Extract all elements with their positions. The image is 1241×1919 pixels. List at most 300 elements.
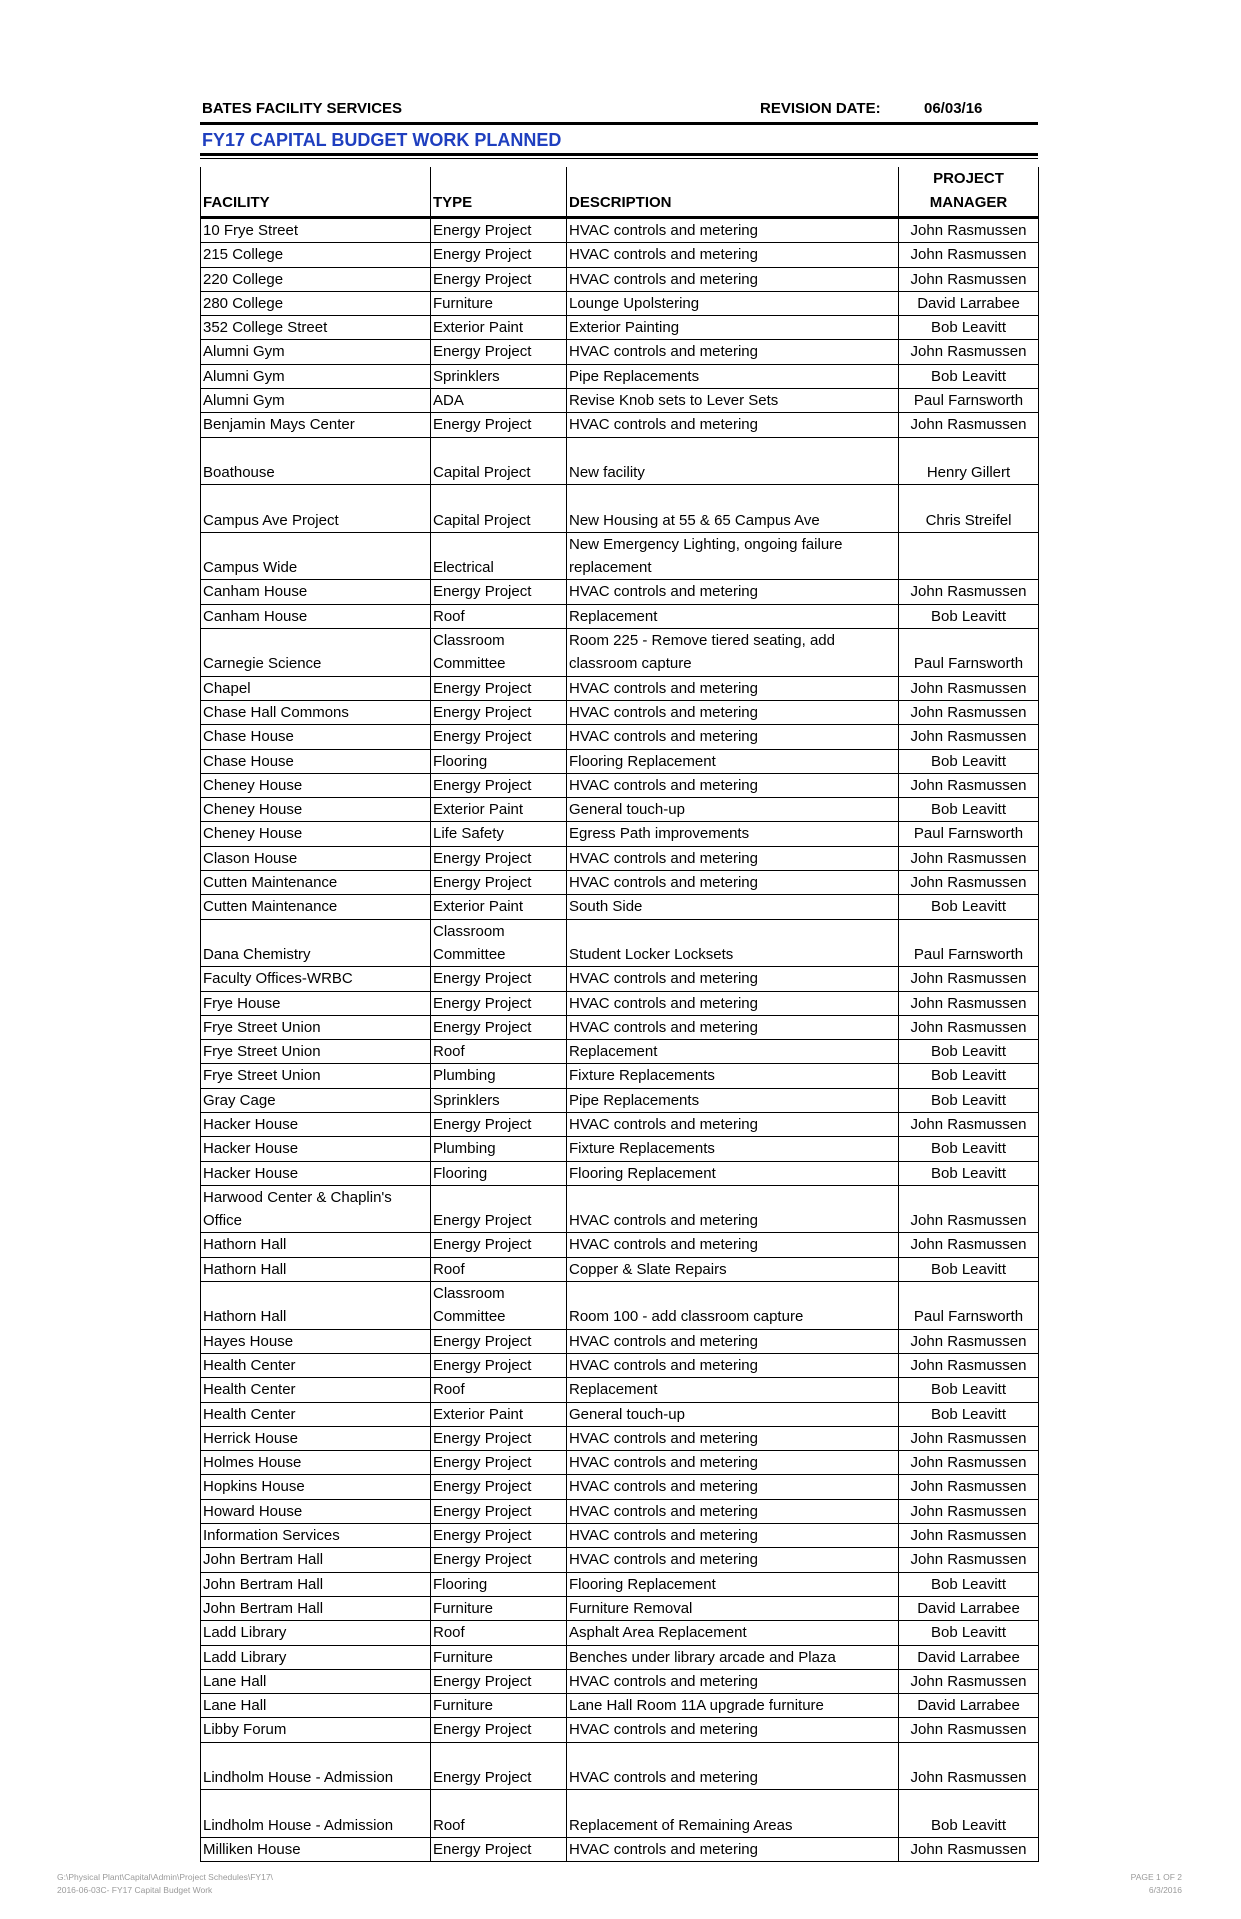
cell-facility: Campus Wide <box>201 532 431 580</box>
cell-description: HVAC controls and metering <box>567 871 899 895</box>
cell-facility: Cutten Maintenance <box>201 871 431 895</box>
cell-description: Revise Knob sets to Lever Sets <box>567 389 899 413</box>
table-row <box>201 798 1039 822</box>
table-row <box>201 1353 1039 1377</box>
document-page <box>200 96 1038 1862</box>
table-row <box>201 1790 1039 1838</box>
cell-project-manager: Bob Leavitt <box>899 895 1039 919</box>
cell-facility: Hopkins House <box>201 1475 431 1499</box>
cell-facility: Ladd Library <box>201 1621 431 1645</box>
cell-facility: Holmes House <box>201 1451 431 1475</box>
table-row <box>201 629 1039 677</box>
table-row <box>201 1548 1039 1572</box>
cell-type: Classroom Committee <box>431 1282 567 1330</box>
cell-project-manager: Bob Leavitt <box>899 1137 1039 1161</box>
cell-description: HVAC controls and metering <box>567 1233 899 1257</box>
table-row <box>201 1426 1039 1450</box>
table-row <box>201 1015 1039 1039</box>
cell-description: HVAC controls and metering <box>567 1742 899 1790</box>
cell-project-manager: John Rasmussen <box>899 1185 1039 1233</box>
cell-description: HVAC controls and metering <box>567 1718 899 1742</box>
cell-facility: Hacker House <box>201 1161 431 1185</box>
table-row <box>201 340 1039 364</box>
cell-project-manager: Paul Farnsworth <box>899 629 1039 677</box>
cell-project-manager: John Rasmussen <box>899 725 1039 749</box>
cell-facility: John Bertram Hall <box>201 1548 431 1572</box>
cell-type: Energy Project <box>431 1233 567 1257</box>
table-body <box>201 218 1039 1862</box>
cell-project-manager <box>899 532 1039 580</box>
cell-facility: Howard House <box>201 1499 431 1523</box>
cell-type: Energy Project <box>431 967 567 991</box>
cell-type: Energy Project <box>431 1353 567 1377</box>
cell-type: Roof <box>431 1621 567 1645</box>
cell-project-manager: John Rasmussen <box>899 1112 1039 1136</box>
cell-facility: Cheney House <box>201 773 431 797</box>
cell-facility: Frye Street Union <box>201 1040 431 1064</box>
cell-project-manager: John Rasmussen <box>899 676 1039 700</box>
cell-facility: Chase House <box>201 725 431 749</box>
cell-project-manager: Bob Leavitt <box>899 316 1039 340</box>
cell-project-manager: Bob Leavitt <box>899 1572 1039 1596</box>
table-row <box>201 1329 1039 1353</box>
cell-description: HVAC controls and metering <box>567 1112 899 1136</box>
table-row <box>201 1233 1039 1257</box>
table-row <box>201 676 1039 700</box>
table-row <box>201 1282 1039 1330</box>
table-row <box>201 1596 1039 1620</box>
cell-type: Energy Project <box>431 267 567 291</box>
table-row <box>201 700 1039 724</box>
cell-project-manager: John Rasmussen <box>899 1475 1039 1499</box>
cell-facility: Milliken House <box>201 1837 431 1861</box>
cell-facility: Chapel <box>201 676 431 700</box>
cell-facility: Dana Chemistry <box>201 919 431 967</box>
table-row <box>201 1718 1039 1742</box>
cell-description: HVAC controls and metering <box>567 1669 899 1693</box>
table-row <box>201 389 1039 413</box>
cell-type: Energy Project <box>431 991 567 1015</box>
table-row <box>201 532 1039 580</box>
cell-facility: 280 College <box>201 291 431 315</box>
table-row <box>201 1694 1039 1718</box>
work-planned-table <box>200 167 1039 1862</box>
cell-type: Energy Project <box>431 580 567 604</box>
cell-project-manager: Bob Leavitt <box>899 604 1039 628</box>
table-row <box>201 967 1039 991</box>
cell-description: HVAC controls and metering <box>567 991 899 1015</box>
cell-facility: Lindholm House - Admission <box>201 1742 431 1790</box>
cell-project-manager: John Rasmussen <box>899 1233 1039 1257</box>
cell-type: Classroom Committee <box>431 919 567 967</box>
cell-facility: Health Center <box>201 1378 431 1402</box>
cell-project-manager: Bob Leavitt <box>899 1088 1039 1112</box>
table-row <box>201 243 1039 267</box>
cell-facility: 215 College <box>201 243 431 267</box>
cell-description: HVAC controls and metering <box>567 773 899 797</box>
document-title: FY17 CAPITAL BUDGET WORK PLANNED <box>202 130 562 150</box>
table-row <box>201 895 1039 919</box>
cell-facility: Clason House <box>201 846 431 870</box>
cell-description: Fixture Replacements <box>567 1064 899 1088</box>
cell-facility: 352 College Street <box>201 316 431 340</box>
table-row <box>201 1378 1039 1402</box>
cell-project-manager: David Larrabee <box>899 291 1039 315</box>
cell-project-manager: John Rasmussen <box>899 1451 1039 1475</box>
cell-description: HVAC controls and metering <box>567 676 899 700</box>
cell-facility: Hayes House <box>201 1329 431 1353</box>
cell-description: General touch-up <box>567 1402 899 1426</box>
title-rule <box>200 153 1038 159</box>
cell-type: Furniture <box>431 291 567 315</box>
cell-project-manager: David Larrabee <box>899 1596 1039 1620</box>
cell-facility: Libby Forum <box>201 1718 431 1742</box>
cell-type: Energy Project <box>431 1451 567 1475</box>
cell-type: Exterior Paint <box>431 316 567 340</box>
cell-description: Room 225 - Remove tiered seating, add classroom capture <box>567 629 899 677</box>
table-row <box>201 773 1039 797</box>
cell-facility: Carnegie Science <box>201 629 431 677</box>
cell-project-manager: John Rasmussen <box>899 871 1039 895</box>
cell-type: Sprinklers <box>431 364 567 388</box>
cell-facility: Ladd Library <box>201 1645 431 1669</box>
table-row <box>201 1064 1039 1088</box>
cell-type: Energy Project <box>431 871 567 895</box>
cell-facility: Frye House <box>201 991 431 1015</box>
cell-type: Energy Project <box>431 340 567 364</box>
cell-project-manager: John Rasmussen <box>899 580 1039 604</box>
cell-type: Energy Project <box>431 1837 567 1861</box>
cell-description: Replacement <box>567 1040 899 1064</box>
cell-description: Copper & Slate Repairs <box>567 1257 899 1281</box>
cell-type: Plumbing <box>431 1064 567 1088</box>
cell-type: Energy Project <box>431 243 567 267</box>
cell-description: South Side <box>567 895 899 919</box>
cell-type: Furniture <box>431 1596 567 1620</box>
cell-description: Exterior Painting <box>567 316 899 340</box>
cell-description: Furniture Removal <box>567 1596 899 1620</box>
cell-facility: Frye Street Union <box>201 1064 431 1088</box>
cell-description: HVAC controls and metering <box>567 1475 899 1499</box>
cell-project-manager: Bob Leavitt <box>899 1161 1039 1185</box>
table-row <box>201 1040 1039 1064</box>
cell-facility: Chase Hall Commons <box>201 700 431 724</box>
cell-project-manager: John Rasmussen <box>899 1499 1039 1523</box>
cell-type: Energy Project <box>431 1669 567 1693</box>
cell-type: Roof <box>431 1257 567 1281</box>
table-row <box>201 1524 1039 1548</box>
cell-facility: Faculty Offices-WRBC <box>201 967 431 991</box>
table-row <box>201 1088 1039 1112</box>
table-row <box>201 437 1039 485</box>
cell-facility: Hathorn Hall <box>201 1233 431 1257</box>
cell-type: Exterior Paint <box>431 798 567 822</box>
cell-facility: Hacker House <box>201 1137 431 1161</box>
cell-project-manager: John Rasmussen <box>899 1353 1039 1377</box>
cell-facility: Canham House <box>201 580 431 604</box>
cell-project-manager: Bob Leavitt <box>899 1064 1039 1088</box>
cell-description: HVAC controls and metering <box>567 846 899 870</box>
cell-description: HVAC controls and metering <box>567 413 899 437</box>
cell-description: Student Locker Locksets <box>567 919 899 967</box>
cell-project-manager: John Rasmussen <box>899 1426 1039 1450</box>
table-row <box>201 1185 1039 1233</box>
cell-project-manager: John Rasmussen <box>899 1329 1039 1353</box>
cell-type: Energy Project <box>431 773 567 797</box>
cell-description: HVAC controls and metering <box>567 1353 899 1377</box>
cell-description: HVAC controls and metering <box>567 580 899 604</box>
cell-project-manager: John Rasmussen <box>899 1837 1039 1861</box>
cell-type: Energy Project <box>431 1185 567 1233</box>
cell-type: Energy Project <box>431 218 567 243</box>
table-row <box>201 1645 1039 1669</box>
table-row <box>201 1137 1039 1161</box>
cell-type: Energy Project <box>431 1329 567 1353</box>
cell-project-manager: Chris Streifel <box>899 485 1039 533</box>
table-row <box>201 725 1039 749</box>
cell-description: Lane Hall Room 11A upgrade furniture <box>567 1694 899 1718</box>
column-header-project-manager: PROJECT MANAGER <box>899 167 1039 218</box>
cell-project-manager: Bob Leavitt <box>899 1040 1039 1064</box>
cell-facility: Cheney House <box>201 798 431 822</box>
cell-type: Roof <box>431 1378 567 1402</box>
cell-description: Asphalt Area Replacement <box>567 1621 899 1645</box>
document-header <box>200 96 1038 122</box>
cell-description: New Emergency Lighting, ongoing failure replacement <box>567 532 899 580</box>
cell-project-manager: Henry Gillert <box>899 437 1039 485</box>
cell-facility: Gray Cage <box>201 1088 431 1112</box>
footer-file-info <box>57 1871 273 1897</box>
cell-type: Roof <box>431 604 567 628</box>
cell-type: Energy Project <box>431 1475 567 1499</box>
cell-project-manager: Paul Farnsworth <box>899 389 1039 413</box>
table-row <box>201 1499 1039 1523</box>
cell-project-manager: Bob Leavitt <box>899 1257 1039 1281</box>
cell-facility: Lindholm House - Admission <box>201 1790 431 1838</box>
cell-description: New facility <box>567 437 899 485</box>
cell-type: Furniture <box>431 1694 567 1718</box>
cell-project-manager: Paul Farnsworth <box>899 822 1039 846</box>
cell-type: Exterior Paint <box>431 1402 567 1426</box>
cell-facility: Cutten Maintenance <box>201 895 431 919</box>
cell-facility: Canham House <box>201 604 431 628</box>
cell-description: HVAC controls and metering <box>567 700 899 724</box>
cell-facility: Alumni Gym <box>201 389 431 413</box>
cell-type: Capital Project <box>431 437 567 485</box>
footer-page-info <box>1060 1871 1182 1897</box>
table-row <box>201 991 1039 1015</box>
cell-project-manager: John Rasmussen <box>899 340 1039 364</box>
cell-project-manager: John Rasmussen <box>899 1718 1039 1742</box>
cell-facility: Information Services <box>201 1524 431 1548</box>
column-header-description: DESCRIPTION <box>567 167 899 218</box>
cell-type: Flooring <box>431 1572 567 1596</box>
cell-type: Electrical <box>431 532 567 580</box>
column-header-type: TYPE <box>431 167 567 218</box>
cell-facility: Campus Ave Project <box>201 485 431 533</box>
cell-type: Energy Project <box>431 725 567 749</box>
cell-project-manager: John Rasmussen <box>899 846 1039 870</box>
table-row <box>201 316 1039 340</box>
cell-description: Room 100 - add classroom capture <box>567 1282 899 1330</box>
table-row <box>201 580 1039 604</box>
cell-facility: 220 College <box>201 267 431 291</box>
table-row <box>201 413 1039 437</box>
table-row <box>201 267 1039 291</box>
cell-description: Pipe Replacements <box>567 1088 899 1112</box>
cell-project-manager: Bob Leavitt <box>899 798 1039 822</box>
table-row <box>201 1451 1039 1475</box>
table-row <box>201 1402 1039 1426</box>
cell-facility: Lane Hall <box>201 1694 431 1718</box>
cell-type: Life Safety <box>431 822 567 846</box>
cell-project-manager: John Rasmussen <box>899 1015 1039 1039</box>
cell-project-manager: John Rasmussen <box>899 773 1039 797</box>
cell-description: Flooring Replacement <box>567 1572 899 1596</box>
table-row <box>201 485 1039 533</box>
table-row <box>201 871 1039 895</box>
cell-description: HVAC controls and metering <box>567 218 899 243</box>
organization-name: BATES FACILITY SERVICES <box>202 100 403 117</box>
cell-description: General touch-up <box>567 798 899 822</box>
cell-project-manager: John Rasmussen <box>899 267 1039 291</box>
cell-project-manager: David Larrabee <box>899 1694 1039 1718</box>
footer-page-number: PAGE 1 OF 2 <box>1130 1872 1182 1882</box>
cell-type: Energy Project <box>431 676 567 700</box>
cell-type: Furniture <box>431 1645 567 1669</box>
cell-description: HVAC controls and metering <box>567 1329 899 1353</box>
cell-description: Fixture Replacements <box>567 1137 899 1161</box>
cell-type: Energy Project <box>431 1426 567 1450</box>
table-row <box>201 604 1039 628</box>
cell-description: HVAC controls and metering <box>567 267 899 291</box>
cell-description: HVAC controls and metering <box>567 1185 899 1233</box>
cell-project-manager: John Rasmussen <box>899 991 1039 1015</box>
cell-description: New Housing at 55 & 65 Campus Ave <box>567 485 899 533</box>
table-row <box>201 1621 1039 1645</box>
cell-description: HVAC controls and metering <box>567 243 899 267</box>
cell-facility: Harwood Center & Chaplin's Office <box>201 1185 431 1233</box>
cell-facility: Alumni Gym <box>201 364 431 388</box>
cell-description: Pipe Replacements <box>567 364 899 388</box>
cell-description: HVAC controls and metering <box>567 1015 899 1039</box>
cell-facility: John Bertram Hall <box>201 1572 431 1596</box>
cell-facility: John Bertram Hall <box>201 1596 431 1620</box>
cell-project-manager: John Rasmussen <box>899 1669 1039 1693</box>
cell-type: Flooring <box>431 749 567 773</box>
cell-type: Capital Project <box>431 485 567 533</box>
table-row <box>201 1837 1039 1861</box>
table-row <box>201 1475 1039 1499</box>
cell-description: Egress Path improvements <box>567 822 899 846</box>
cell-facility: Herrick House <box>201 1426 431 1450</box>
footer-file-name: 2016-06-03C- FY17 Capital Budget Work <box>57 1885 213 1895</box>
cell-project-manager: John Rasmussen <box>899 243 1039 267</box>
cell-type: Energy Project <box>431 1718 567 1742</box>
cell-project-manager: John Rasmussen <box>899 218 1039 243</box>
cell-project-manager: John Rasmussen <box>899 413 1039 437</box>
cell-type: Plumbing <box>431 1137 567 1161</box>
cell-facility: Chase House <box>201 749 431 773</box>
cell-project-manager: Paul Farnsworth <box>899 1282 1039 1330</box>
cell-description: Lounge Upolstering <box>567 291 899 315</box>
cell-description: Replacement <box>567 1378 899 1402</box>
cell-facility: Hathorn Hall <box>201 1282 431 1330</box>
cell-description: HVAC controls and metering <box>567 340 899 364</box>
revision-date-value: 06/03/16 <box>924 100 983 117</box>
cell-facility: Alumni Gym <box>201 340 431 364</box>
cell-type: Energy Project <box>431 1548 567 1572</box>
cell-project-manager: John Rasmussen <box>899 967 1039 991</box>
cell-type: Sprinklers <box>431 1088 567 1112</box>
table-row <box>201 364 1039 388</box>
table-row <box>201 1669 1039 1693</box>
cell-type: Energy Project <box>431 1499 567 1523</box>
table-row <box>201 846 1039 870</box>
table-row <box>201 218 1039 243</box>
cell-project-manager: Bob Leavitt <box>899 749 1039 773</box>
table-row <box>201 749 1039 773</box>
cell-description: HVAC controls and metering <box>567 1499 899 1523</box>
cell-facility: Benjamin Mays Center <box>201 413 431 437</box>
cell-facility: Hacker House <box>201 1112 431 1136</box>
table-row <box>201 1161 1039 1185</box>
revision-date-label: REVISION DATE: <box>760 100 881 117</box>
cell-type: Classroom Committee <box>431 629 567 677</box>
cell-description: HVAC controls and metering <box>567 1837 899 1861</box>
cell-type: Flooring <box>431 1161 567 1185</box>
table-row <box>201 1572 1039 1596</box>
cell-description: Benches under library arcade and Plaza <box>567 1645 899 1669</box>
cell-description: Flooring Replacement <box>567 749 899 773</box>
cell-type: Energy Project <box>431 846 567 870</box>
cell-project-manager: Bob Leavitt <box>899 1790 1039 1838</box>
table-row <box>201 822 1039 846</box>
cell-description: HVAC controls and metering <box>567 1451 899 1475</box>
cell-description: HVAC controls and metering <box>567 725 899 749</box>
cell-project-manager: Bob Leavitt <box>899 364 1039 388</box>
cell-type: Energy Project <box>431 413 567 437</box>
cell-facility: Boathouse <box>201 437 431 485</box>
cell-description: Replacement <box>567 604 899 628</box>
cell-project-manager: Bob Leavitt <box>899 1402 1039 1426</box>
footer-path: G:\Physical Plant\Capital\Admin\Project Schedules\FY17\ <box>57 1872 273 1882</box>
table-header-row <box>201 167 1039 218</box>
cell-description: Flooring Replacement <box>567 1161 899 1185</box>
cell-project-manager: John Rasmussen <box>899 1742 1039 1790</box>
cell-facility: Health Center <box>201 1402 431 1426</box>
cell-facility: Hathorn Hall <box>201 1257 431 1281</box>
cell-description: HVAC controls and metering <box>567 1548 899 1572</box>
cell-facility: Health Center <box>201 1353 431 1377</box>
cell-type: Energy Project <box>431 1015 567 1039</box>
cell-project-manager: Paul Farnsworth <box>899 919 1039 967</box>
cell-type: ADA <box>431 389 567 413</box>
cell-facility: 10 Frye Street <box>201 218 431 243</box>
cell-project-manager: John Rasmussen <box>899 1548 1039 1572</box>
cell-type: Energy Project <box>431 1742 567 1790</box>
cell-description: HVAC controls and metering <box>567 967 899 991</box>
cell-facility: Frye Street Union <box>201 1015 431 1039</box>
cell-facility: Cheney House <box>201 822 431 846</box>
table-row <box>201 919 1039 967</box>
cell-description: HVAC controls and metering <box>567 1426 899 1450</box>
table-row <box>201 1742 1039 1790</box>
column-header-facility: FACILITY <box>201 167 431 218</box>
cell-description: HVAC controls and metering <box>567 1524 899 1548</box>
cell-type: Energy Project <box>431 1112 567 1136</box>
cell-type: Roof <box>431 1790 567 1838</box>
